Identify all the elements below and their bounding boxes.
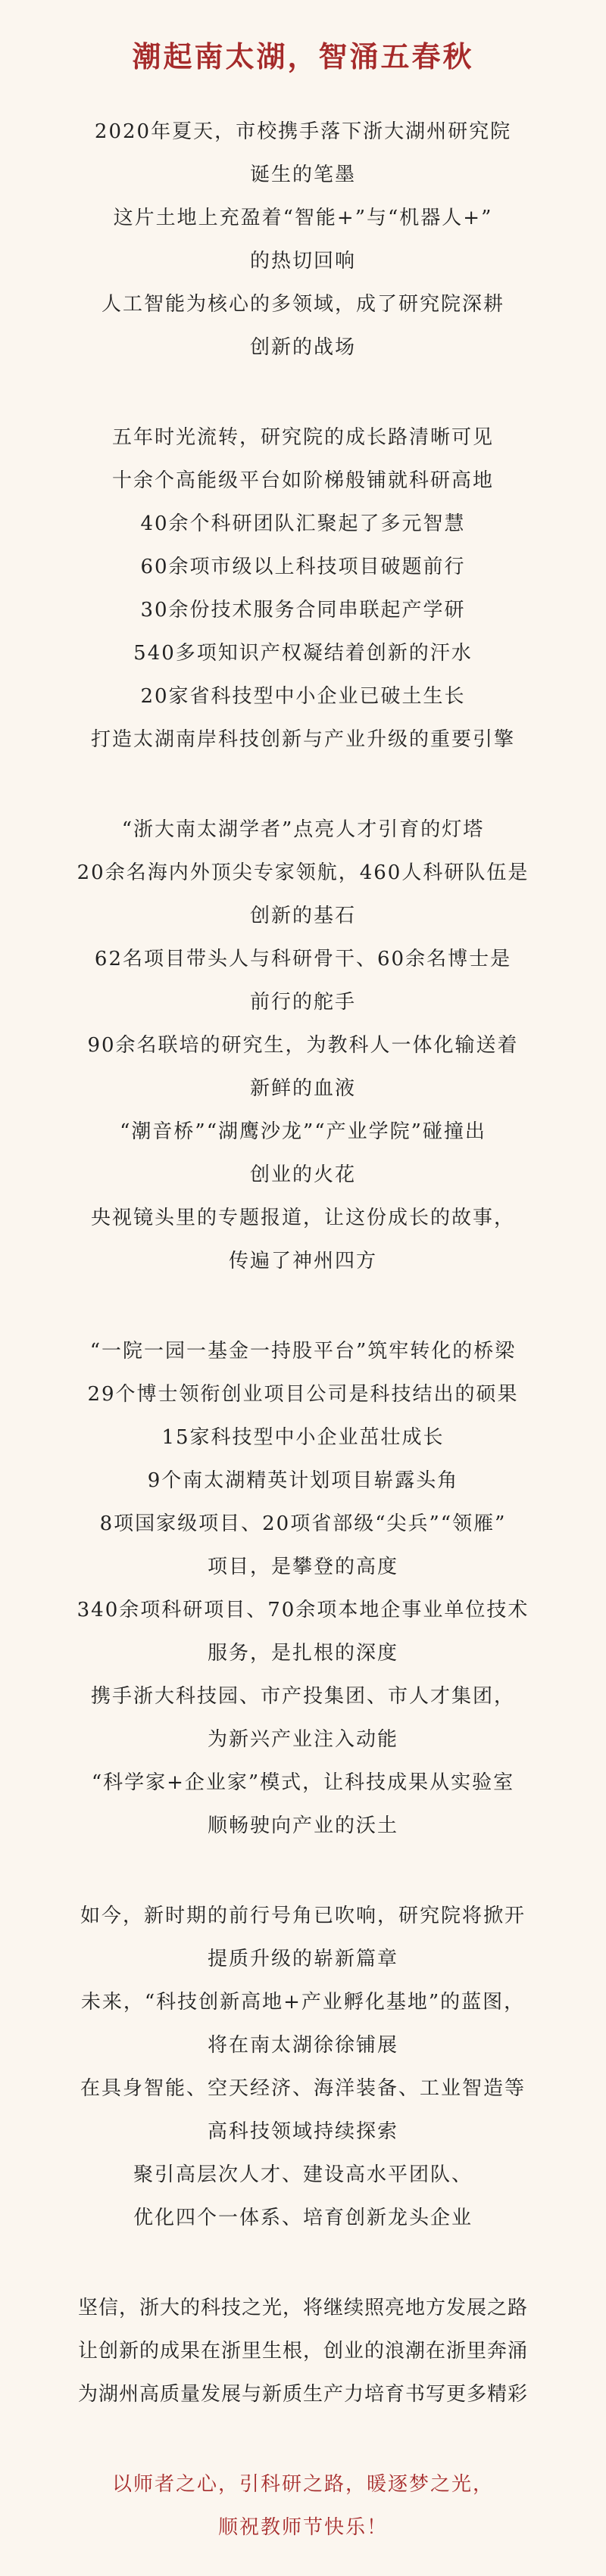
text-line: 这片土地上充盈着“智能+”与“机器人+”	[113, 207, 493, 229]
text-line: 340余项科研项目、70余项本地企事业单位技术	[77, 1599, 529, 1621]
text-line: 高科技领域持续探索	[207, 2120, 398, 2143]
text-line: 如今，新时期的前行号角已吹响，研究院将掀开	[80, 1905, 526, 1927]
text-line: 十余个高能级平台如阶梯般铺就科研高地	[111, 469, 494, 492]
paragraph-talent	[0, 808, 606, 1283]
text-line: 15家科技型中小企业茁壮成长	[161, 1426, 445, 1449]
paragraph-belief	[0, 2287, 606, 2416]
text-line: 在具身智能、空天经济、海洋装备、工业智造等	[80, 2077, 526, 2100]
text-line: 服务，是扎根的深度	[207, 1642, 398, 1665]
text-line: 五年时光流转，研究院的成长路清晰可见	[111, 426, 494, 449]
text-line: 90余名联培的研究生，为教科人一体化输送着	[87, 1034, 519, 1057]
text-line: 为新兴产业注入动能	[207, 1728, 398, 1751]
text-line: 提质升级的崭新篇章	[207, 1948, 398, 1970]
text-line: 新鲜的血液	[249, 1077, 356, 1100]
text-line: 8项国家级项目、20项省部级“尖兵”“领雁”	[99, 1512, 507, 1535]
text-line: 央视镜头里的专题报道，让这份成长的故事，	[90, 1207, 515, 1229]
text-line: 的热切回响	[249, 250, 356, 273]
text-line: 创新的战场	[249, 336, 356, 359]
text-line: 打造太湖南岸科技创新与产业升级的重要引擎	[90, 728, 515, 751]
paragraph-founding	[0, 111, 606, 369]
text-line: 携手浙大科技园、市产投集团、市人才集团，	[90, 1685, 515, 1708]
text-line: 20家省科技型中小企业已破土生长	[140, 685, 466, 708]
text-line: 30余份技术服务合同串联起产学研	[140, 599, 466, 621]
text-line: 优化四个一体系、培育创新龙头企业	[133, 2207, 473, 2229]
article-title: 潮起南太湖，智涌五春秋	[132, 39, 474, 73]
text-line: “科学家+企业家”模式，让科技成果从实验室	[91, 1771, 515, 1794]
text-line: 20余名海内外顶尖专家领航，460人科研队伍是	[77, 861, 529, 884]
text-line: 2020年夏天，市校携手落下浙大湖州研究院	[94, 120, 512, 143]
text-line: “潮音桥”“湖鹰沙龙”“产业学院”碰撞出	[120, 1120, 486, 1143]
paragraph-growth	[0, 416, 606, 762]
text-line: 诞生的笔墨	[249, 164, 356, 186]
text-line: 62名项目带头人与科研骨干、60余名博士是	[94, 948, 512, 970]
text-line: 创新的基石	[249, 905, 356, 927]
paragraph-transfer	[0, 1330, 606, 1848]
text-line: 顺畅驶向产业的沃土	[207, 1814, 398, 1837]
text-line: 9个南太湖精英计划项目崭露头角	[147, 1469, 459, 1492]
text-line: 29个博士领衔创业项目公司是科技结出的硕果	[87, 1383, 519, 1406]
text-line: 让创新的成果在浙里生根，创业的浪潮在浙里奔涌	[77, 2340, 528, 2363]
paragraph-future	[0, 1895, 606, 2240]
text-line: 将在南太湖徐徐铺展	[207, 2034, 398, 2057]
closing-line: 以师者之心，引科研之路，暖逐梦之光，	[111, 2473, 494, 2496]
text-line: 创业的火花	[249, 1163, 356, 1186]
text-line: 540多项知识产权凝结着创新的汗水	[133, 642, 473, 665]
text-line: 人工智能为核心的多领域，成了研究院深耕	[101, 293, 504, 316]
text-line: 为湖州高质量发展与新质生产力培育书写更多精彩	[77, 2383, 528, 2406]
text-line: 聚引高层次人才、建设高水平团队、	[133, 2163, 473, 2186]
text-line: “一院一园一基金一持股平台”筑牢转化的桥梁	[89, 1340, 517, 1363]
text-line: 项目，是攀登的高度	[207, 1556, 398, 1578]
text-line: 未来，“科技创新高地+产业孵化基地”的蓝图，	[80, 1991, 526, 2014]
text-line: 40余个科研团队汇聚起了多元智慧	[140, 512, 466, 535]
text-line: 坚信，浙大的科技之光，将继续照亮地方发展之路	[77, 2297, 528, 2319]
closing-greeting	[0, 2463, 606, 2550]
closing-line: 顺祝教师节快乐！	[217, 2516, 388, 2539]
text-line: 传遍了神州四方	[228, 1250, 377, 1272]
text-line: 60余项市级以上科技项目破题前行	[140, 556, 466, 578]
text-line: “浙大南太湖学者”点亮人才引育的灯塔	[121, 818, 485, 841]
text-line: 前行的舵手	[249, 991, 356, 1014]
